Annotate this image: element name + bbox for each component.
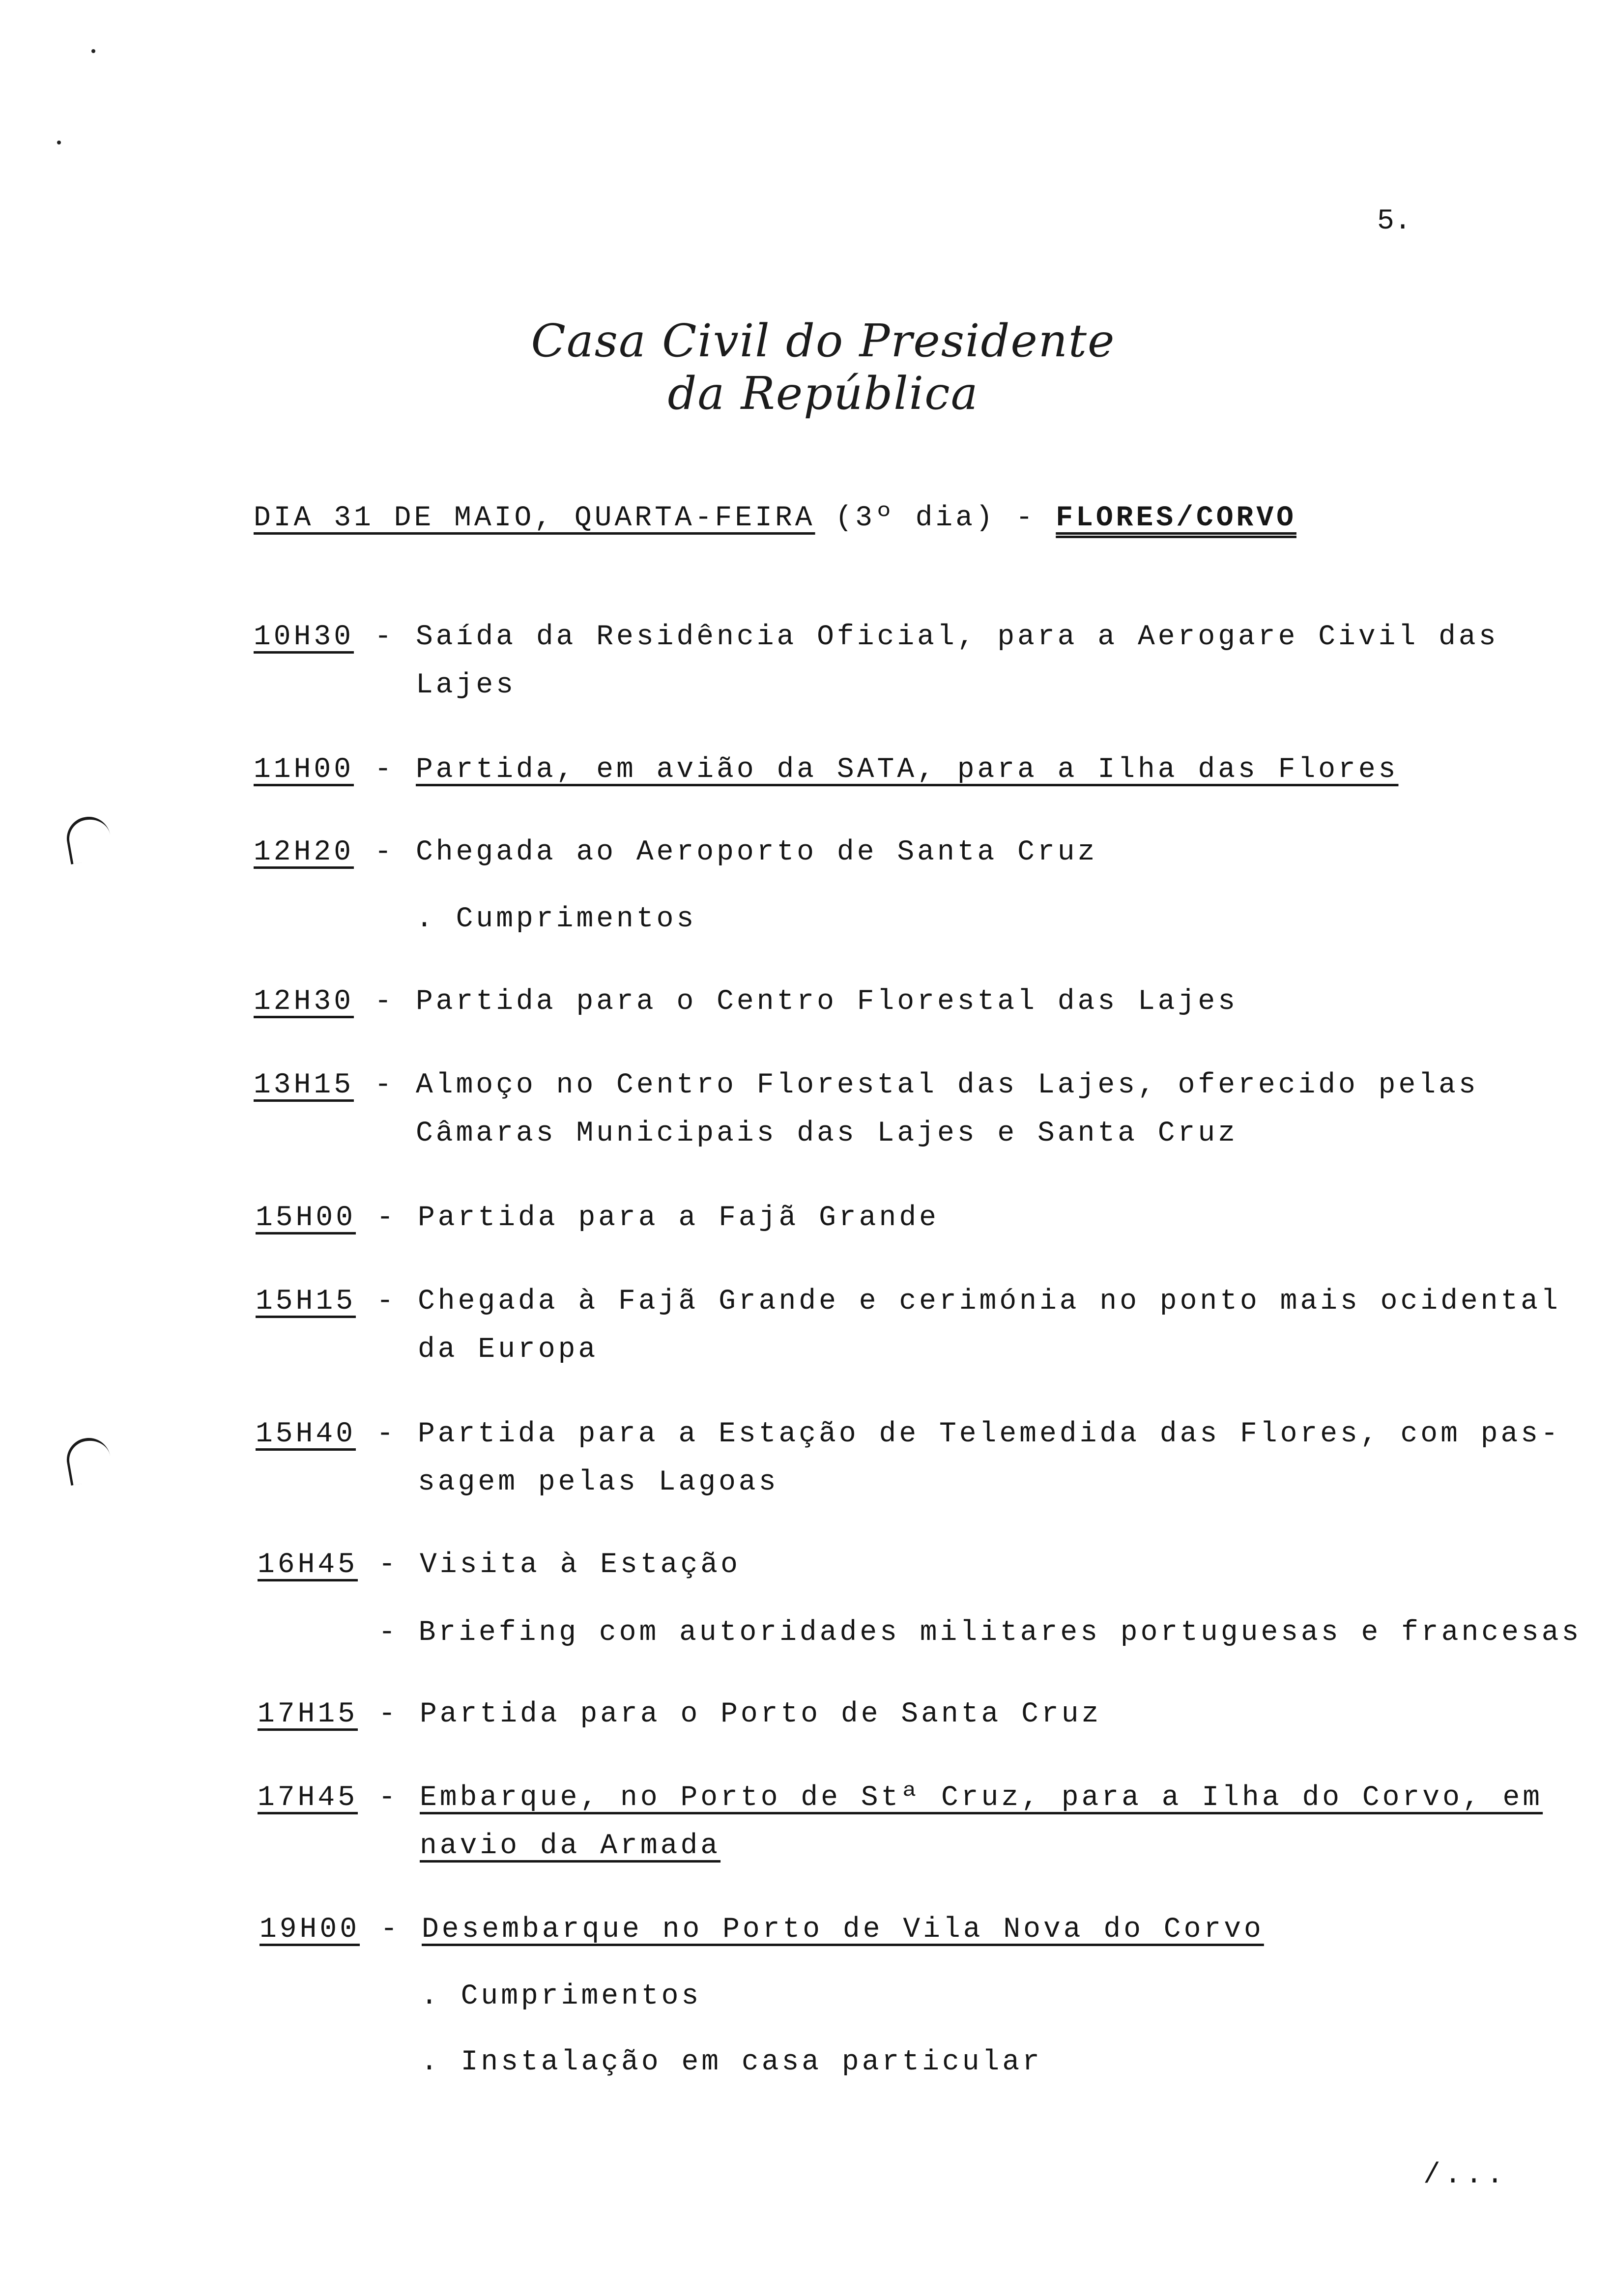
description-line: Câmaras Municipais das Lajes e Santa Cruz xyxy=(416,1118,1238,1149)
schedule-dash: - xyxy=(374,754,395,786)
schedule-description xyxy=(420,1774,1612,1870)
schedule-description xyxy=(420,1691,1612,1739)
scan-speck xyxy=(91,49,95,53)
schedule-dash: - xyxy=(378,1782,399,1814)
description-line: Visita à Estação xyxy=(420,1549,741,1581)
schedule-time: 15H40 xyxy=(256,1418,356,1450)
schedule-time: 12H20 xyxy=(254,836,354,868)
day-heading xyxy=(254,502,1296,534)
description-line: Chegada à Fajã Grande e cerimónia no ponto mais ocidental xyxy=(418,1286,1561,1318)
schedule-dash: - xyxy=(378,1698,399,1730)
scan-speck xyxy=(57,141,61,144)
schedule-time: 11H00 xyxy=(254,754,354,786)
schedule-dash: - xyxy=(378,1549,399,1581)
description-line: Partida, em avião da SATA, para a Ilha das Flores xyxy=(416,754,1399,786)
schedule-description xyxy=(416,829,1612,877)
continuation-mark: /... xyxy=(1423,2159,1508,2191)
schedule-time: 15H15 xyxy=(256,1286,356,1318)
description-line: navio da Armada xyxy=(420,1830,721,1862)
schedule-time: 13H15 xyxy=(254,1069,354,1101)
description-line: Desembarque no Porto de Vila Nova do Corvo xyxy=(422,1914,1264,1946)
schedule-time: 17H15 xyxy=(258,1698,358,1730)
heading-separator: - xyxy=(1015,502,1036,534)
subitem: - Briefing com autoridades militares portuguesas e francesas xyxy=(378,1617,1582,1649)
heading-day: (3º dia) xyxy=(835,502,996,534)
schedule-dash: - xyxy=(376,1418,397,1450)
schedule-time: 19H00 xyxy=(259,1914,360,1946)
schedule-description xyxy=(418,1194,1612,1242)
schedule-description xyxy=(416,746,1612,794)
description-line: Embarque, no Porto de Stª Cruz, para a Ilha do Corvo, em xyxy=(420,1782,1543,1814)
schedule-dash: - xyxy=(376,1286,397,1318)
letterhead: Casa Civil do Presidente da República xyxy=(531,315,1116,420)
heading-date: DIA 31 DE MAIO, QUARTA-FEIRA xyxy=(254,502,815,534)
schedule-description xyxy=(422,1906,1612,1954)
description-line: sagem pelas Lagoas xyxy=(418,1466,779,1498)
schedule-description xyxy=(416,613,1612,710)
subitem: . Cumprimentos xyxy=(416,903,697,935)
description-line: Chegada ao Aeroporto de Santa Cruz xyxy=(416,836,1098,868)
description-line: Partida para a Estação de Telemedida das Flores, com pas- xyxy=(418,1418,1561,1450)
description-line: Partida para o Porto de Santa Cruz xyxy=(420,1698,1102,1730)
schedule-description xyxy=(420,1541,1612,1589)
description-line: Partida para a Fajã Grande xyxy=(418,1202,939,1234)
schedule-dash: - xyxy=(374,621,395,653)
subitem: . Instalação em casa particular xyxy=(421,2046,1042,2078)
schedule-description xyxy=(416,978,1612,1026)
schedule-time: 17H45 xyxy=(258,1782,358,1814)
description-line: Partida para o Centro Florestal das Lajes xyxy=(416,986,1238,1018)
schedule-description xyxy=(418,1410,1612,1507)
schedule-time: 16H45 xyxy=(258,1549,358,1581)
description-line: Lajes xyxy=(416,669,517,701)
schedule-dash: - xyxy=(376,1202,397,1234)
subitem: . Cumprimentos xyxy=(421,1980,702,2012)
schedule-dash: - xyxy=(374,986,395,1018)
page-number: 5. xyxy=(1377,205,1411,237)
description-line: da Europa xyxy=(418,1334,599,1366)
schedule-dash: - xyxy=(374,836,395,868)
description-line: Saída da Residência Oficial, para a Aerogare Civil das xyxy=(416,621,1499,653)
schedule-time: 10H30 xyxy=(254,621,354,653)
description-line: Almoço no Centro Florestal das Lajes, oferecido pelas xyxy=(416,1069,1479,1101)
punch-hole-mark xyxy=(63,1435,114,1486)
schedule-dash: - xyxy=(374,1069,395,1101)
schedule-dash: - xyxy=(380,1914,401,1946)
schedule-time: 15H00 xyxy=(256,1202,356,1234)
schedule-description xyxy=(418,1278,1612,1374)
schedule-time: 12H30 xyxy=(254,986,354,1018)
schedule-description xyxy=(416,1062,1612,1158)
heading-place: FLORES/CORVO xyxy=(1056,502,1296,534)
punch-hole-mark xyxy=(63,813,114,864)
